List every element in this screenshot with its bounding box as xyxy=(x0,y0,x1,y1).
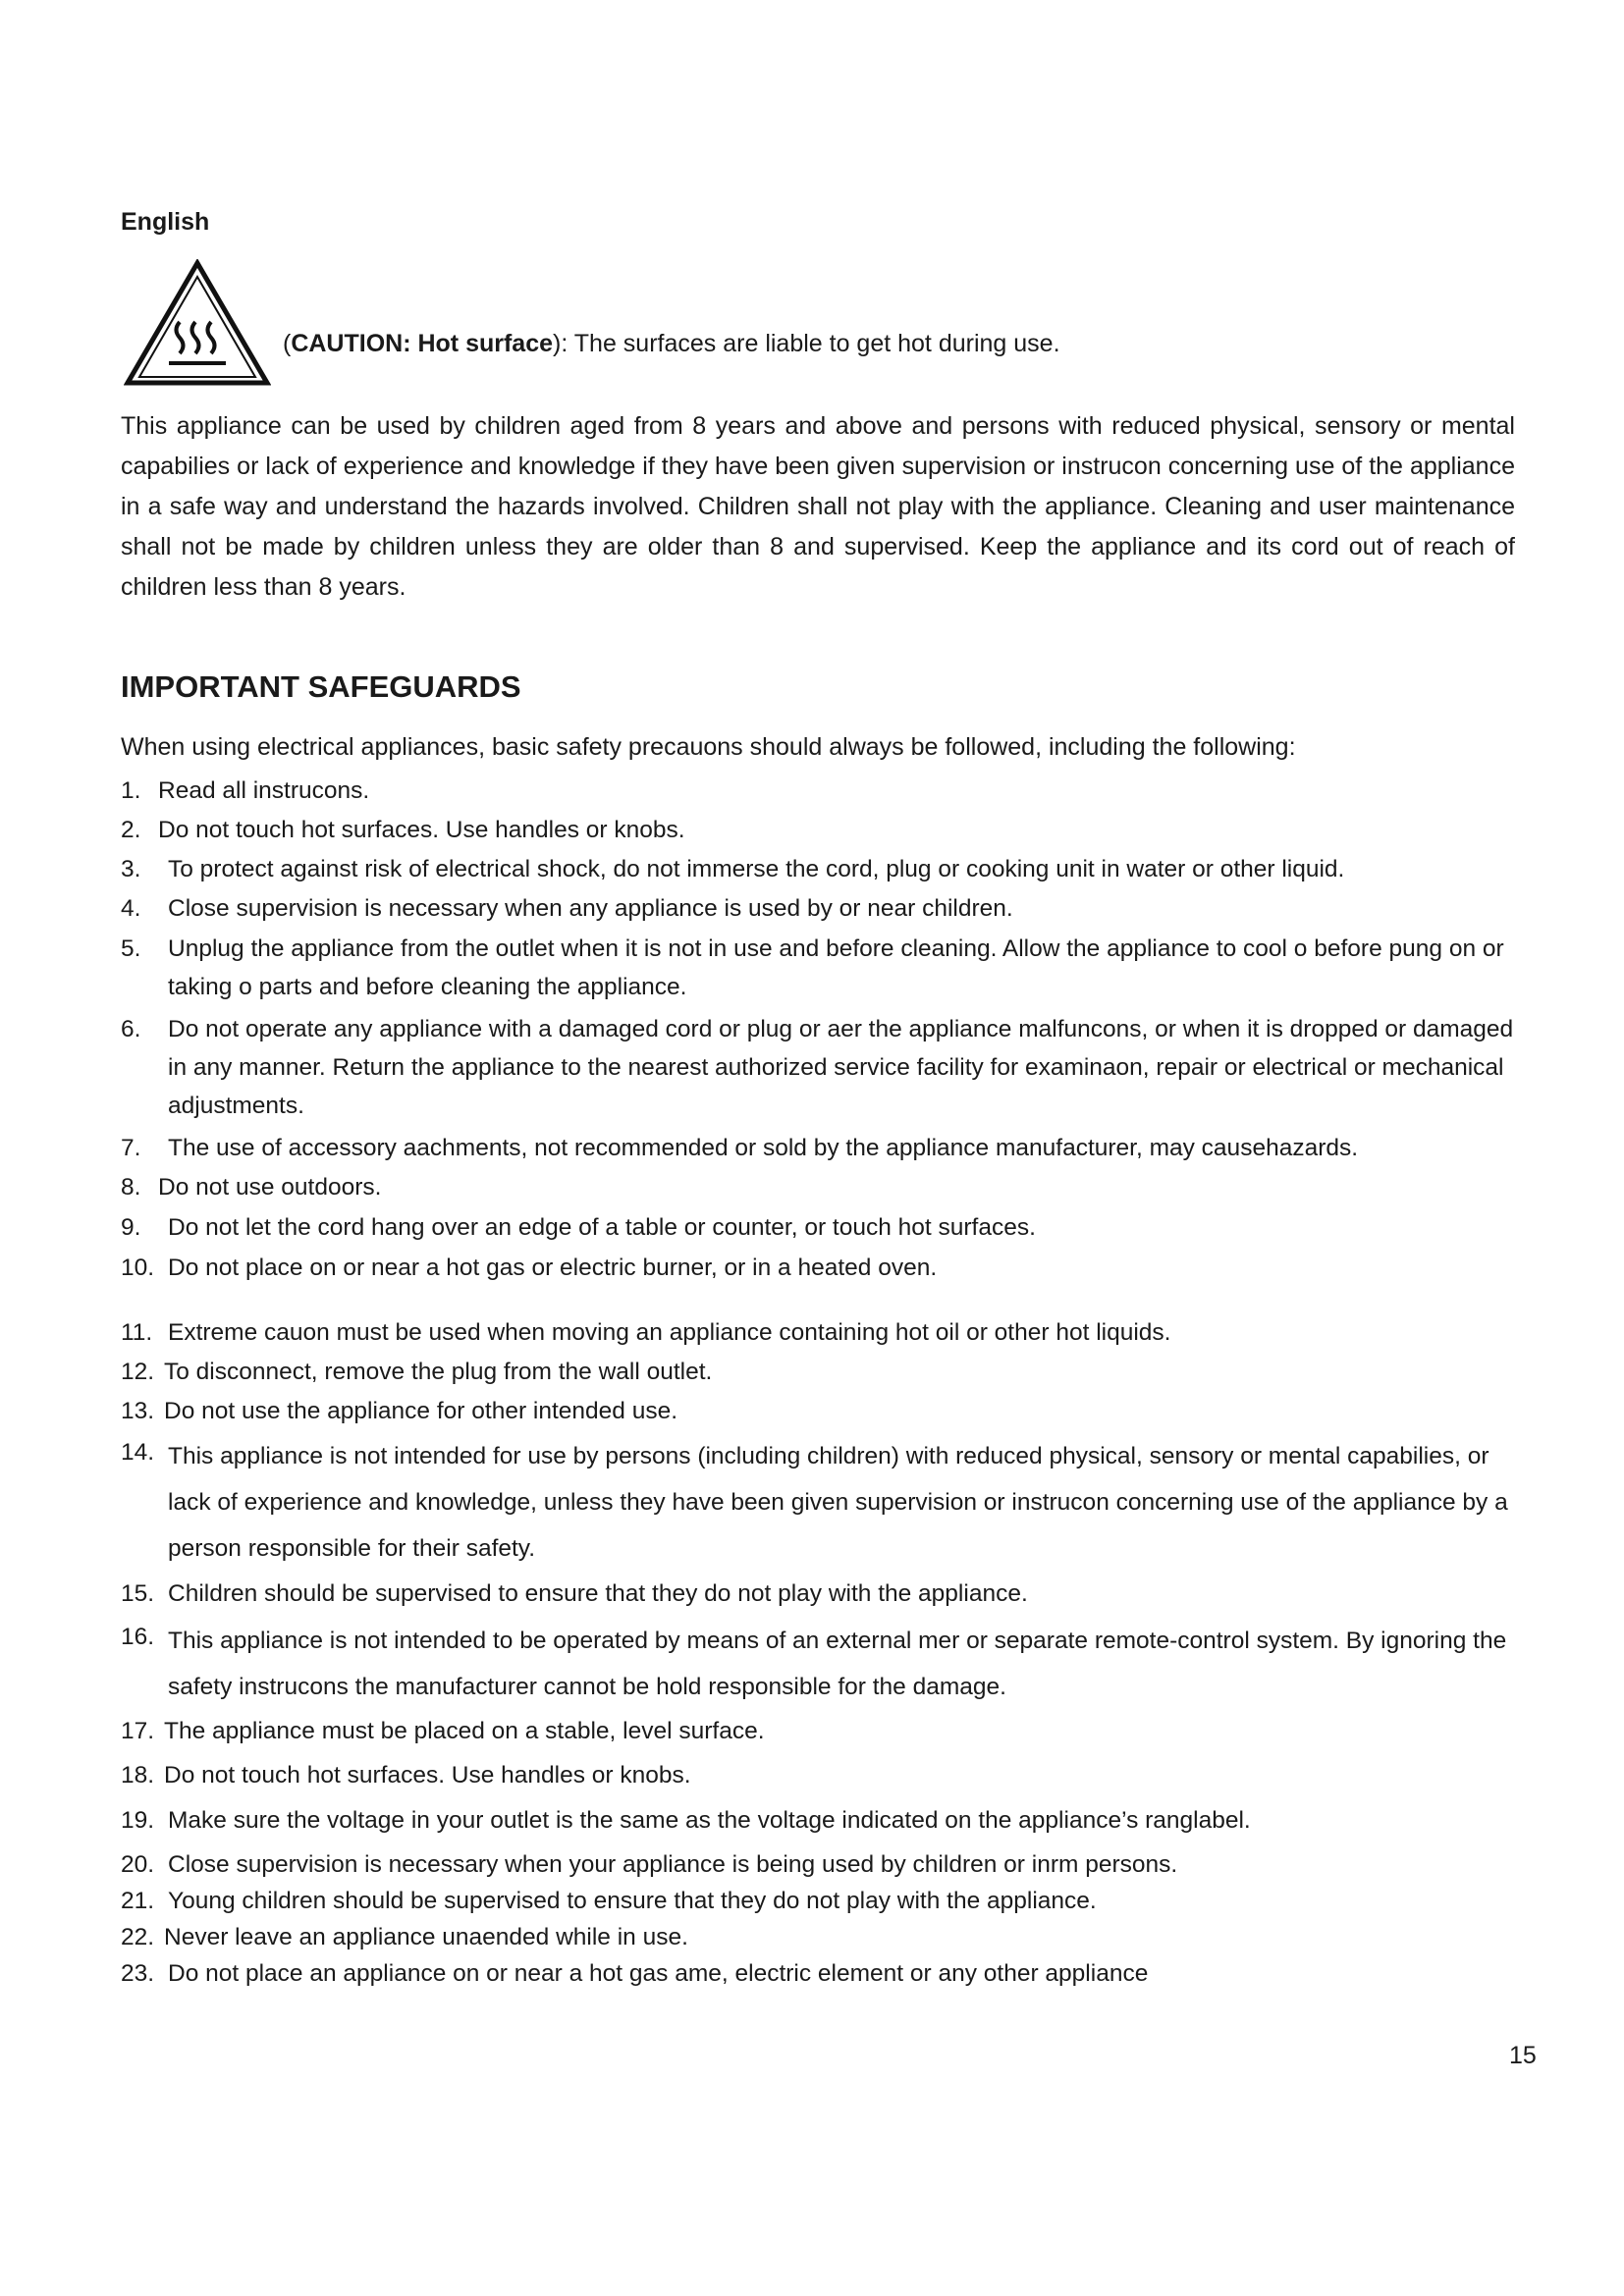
list-number: 16. xyxy=(121,1624,155,1650)
list-text: Children should be supervised to ensure that they do not play with the appliance. xyxy=(168,1580,1028,1607)
list-number: 14. xyxy=(121,1439,155,1466)
list-item xyxy=(121,889,1523,928)
list-text: This appliance is not intended for use by persons (including children) with reduced physical, sensory or mental capabilies, or lack of experience and knowledge, unless they have been given supervision or instrucon concerning use of the appliance by a person responsible for their safety. xyxy=(168,1443,1508,1562)
list-number: 3. xyxy=(121,856,141,882)
list-number: 21. xyxy=(121,1888,155,1914)
list-item xyxy=(121,1168,1513,1206)
list-number: 19. xyxy=(121,1807,155,1834)
safeguards-title: IMPORTANT SAFEGUARDS xyxy=(121,669,521,704)
list-item xyxy=(121,930,1523,1006)
list-item xyxy=(121,1918,1519,1956)
list-number: 12. xyxy=(121,1359,155,1385)
list-text: Unplug the appliance from the outlet when it is not in use and before cleaning. Allow the appliance to cool o before pung on or taking o parts and before cleaning the appliance. xyxy=(168,935,1504,1000)
list-number: 22. xyxy=(121,1924,155,1950)
list-text: This appliance is not intended to be operated by means of an external mer or separate remote-control system. By ignoring the safety instrucons the manufacturer cannot be hold responsible for the damage. xyxy=(168,1628,1507,1700)
list-number: 5. xyxy=(121,935,141,962)
language-heading: English xyxy=(121,208,210,236)
list-text: The use of accessory aachments, not recommended or sold by the appliance manufacturer, may causehazards. xyxy=(168,1135,1359,1161)
caution-description: : The surfaces are liable to get hot during use. xyxy=(561,330,1060,357)
list-number: 9. xyxy=(121,1214,141,1241)
list-text: To disconnect, remove the plug from the wall outlet. xyxy=(164,1359,713,1385)
list-item xyxy=(121,811,1513,849)
list-number: 2. xyxy=(121,817,141,843)
list-item xyxy=(121,1433,1523,1572)
list-number: 23. xyxy=(121,1960,155,1987)
list-item xyxy=(121,1575,1523,1613)
list-number: 15. xyxy=(121,1580,155,1607)
list-item xyxy=(121,1129,1523,1167)
list-number: 1. xyxy=(121,777,141,804)
caution-paren-open: ( xyxy=(283,330,292,357)
list-text: Do not touch hot surfaces. Use handles or knobs. xyxy=(158,817,685,843)
list-text: Do not use the appliance for other intended use. xyxy=(164,1398,678,1424)
list-text: To protect against risk of electrical shock, do not immerse the cord, plug or cooking unit in water or other liquid. xyxy=(168,856,1345,882)
caution-paren-close: ) xyxy=(553,330,562,357)
list-number: 8. xyxy=(121,1174,141,1201)
list-item xyxy=(121,1801,1523,1840)
list-item xyxy=(121,1208,1523,1247)
list-text: Young children should be supervised to ensure that they do not play with the appliance. xyxy=(168,1888,1097,1914)
list-text: Do not place on or near a hot gas or electric burner, or in a heated oven. xyxy=(168,1255,938,1281)
list-item xyxy=(121,1756,1519,1794)
list-text: Make sure the voltage in your outlet is the same as the voltage indicated on the appliance’s ranglabel. xyxy=(168,1807,1251,1834)
list-text: Close supervision is necessary when any appliance is used by or near children. xyxy=(168,895,1013,922)
list-item xyxy=(121,1249,1523,1287)
list-number: 10. xyxy=(121,1255,155,1281)
list-number: 7. xyxy=(121,1135,141,1161)
page-number: 15 xyxy=(1509,2042,1537,2069)
list-number: 13. xyxy=(121,1398,155,1424)
list-text: Extreme cauon must be used when moving an appliance containing hot oil or other hot liquids. xyxy=(168,1319,1171,1346)
list-item xyxy=(121,1845,1523,1884)
list-item xyxy=(121,1712,1519,1750)
list-text: Do not place an appliance on or near a hot gas ame, electric element or any other appliance xyxy=(168,1960,1149,1987)
list-number: 20. xyxy=(121,1851,155,1878)
list-text: Never leave an appliance unaended while in use. xyxy=(164,1924,688,1950)
list-item xyxy=(121,1392,1519,1430)
list-number: 11. xyxy=(121,1319,153,1346)
list-item xyxy=(121,1313,1523,1352)
list-item xyxy=(121,850,1523,888)
list-item xyxy=(121,1010,1523,1125)
list-item xyxy=(121,1618,1523,1710)
list-text: Close supervision is necessary when your appliance is being used by children or inrm persons. xyxy=(168,1851,1178,1878)
intro-text: This appliance can be used by children aged from 8 years and above and persons with reduced physical, sensory or mental capabilies or lack of experience and knowledge if they have been given supervision or instrucon concerning use of the appliance in a safe way and understand the hazards involved. Children shall not play with the appliance. Cleaning and user maintenance shall not be made by children unless they are older than 8 and supervised. Keep the appliance and its cord out of reach of children less than 8 years. xyxy=(121,412,1515,601)
list-number: 4. xyxy=(121,895,141,922)
list-number: 18. xyxy=(121,1762,155,1789)
list-text: Do not touch hot surfaces. Use handles or knobs. xyxy=(164,1762,691,1789)
safeguards-lead: When using electrical appliances, basic safety precauons should always be followed, including the following: xyxy=(121,733,1296,761)
list-number: 6. xyxy=(121,1016,141,1042)
caution-statement xyxy=(283,330,1060,358)
hot-surface-warning-icon xyxy=(124,259,271,387)
list-text: The appliance must be placed on a stable, level surface. xyxy=(164,1718,765,1744)
list-number: 17. xyxy=(121,1718,155,1744)
list-text: Read all instrucons. xyxy=(158,777,370,804)
list-item xyxy=(121,1353,1519,1391)
list-item xyxy=(121,772,1513,810)
intro-paragraph xyxy=(121,406,1515,608)
list-text: Do not let the cord hang over an edge of a table or counter, or touch hot surfaces. xyxy=(168,1214,1036,1241)
list-item xyxy=(121,1954,1523,1993)
list-text: Do not use outdoors. xyxy=(158,1174,382,1201)
list-item xyxy=(121,1882,1523,1920)
caution-label: CAUTION: Hot surface xyxy=(291,330,554,357)
list-text: Do not operate any appliance with a damaged cord or plug or aer the appliance malfuncons, or when it is dropped or damaged in any manner. Return the appliance to the nearest authorized service facility for examinaon, repair or electrical or mechanical adjustments. xyxy=(168,1016,1514,1119)
